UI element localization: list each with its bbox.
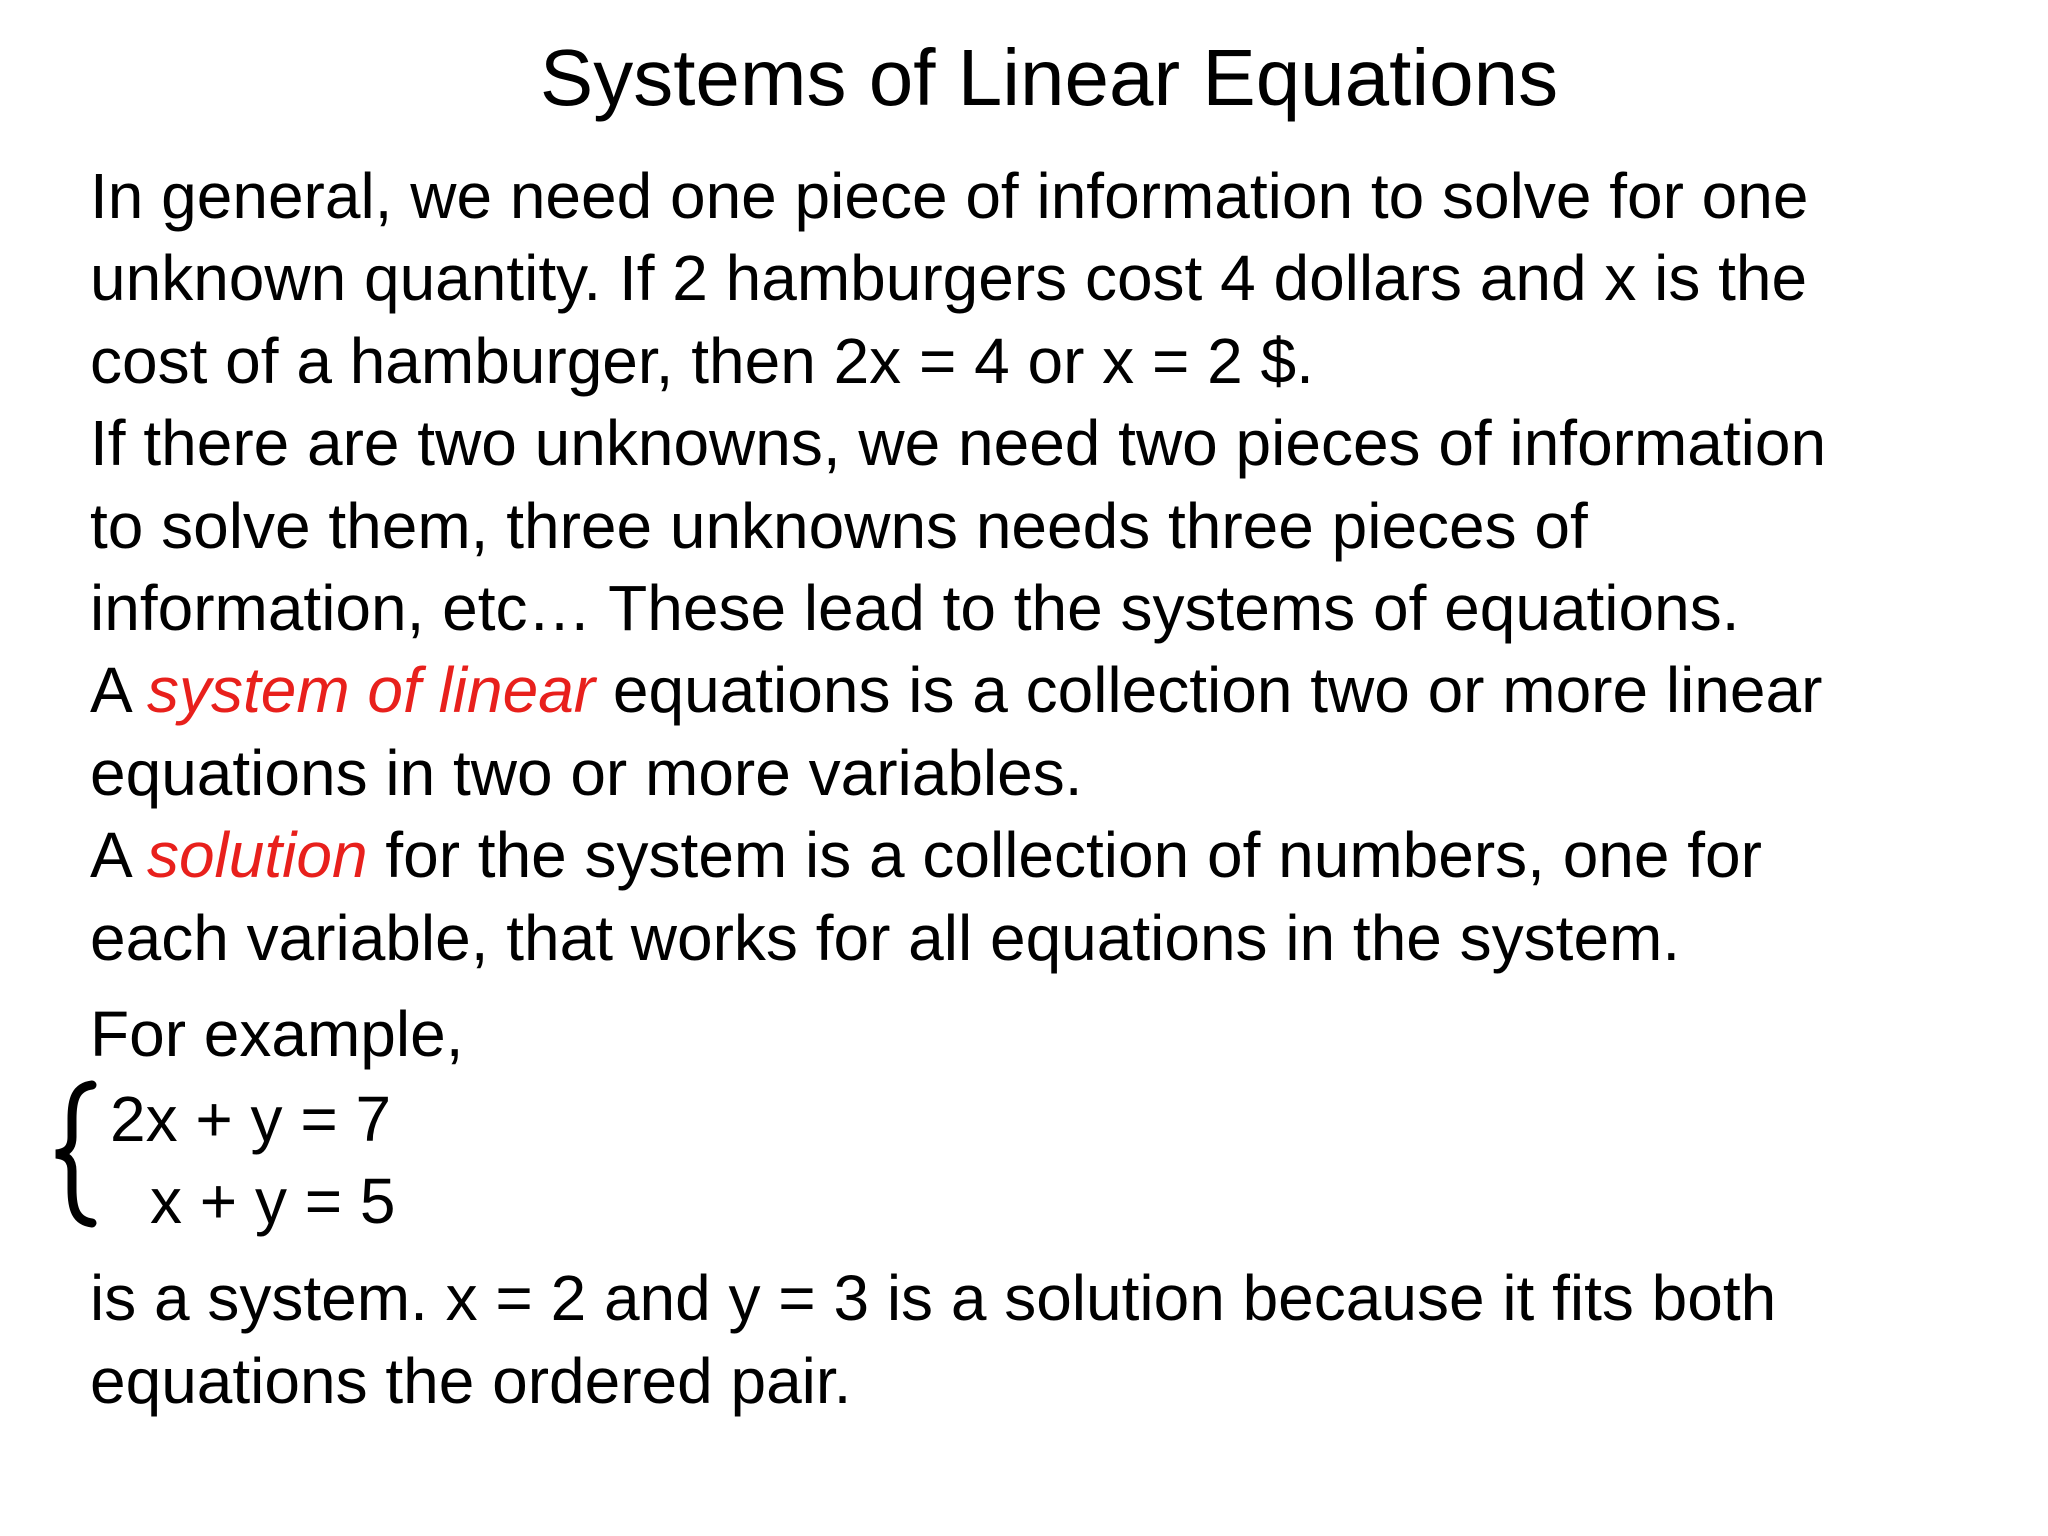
equation-1: 2x + y = 7 [110, 1083, 392, 1156]
paragraph-line: If there are two unknowns, we need two pieces of information [90, 407, 1827, 480]
paragraph-line: In general, we need one piece of information to solve for one [90, 160, 1809, 232]
definition-rest: for the system is a collection of numbers, one for [367, 819, 1762, 892]
slide-body [90, 155, 2010, 1422]
conclusion-line: equations the ordered pair. [90, 1344, 852, 1417]
term-system-of-linear: system of linear [146, 654, 596, 727]
term-solution: solution [146, 819, 368, 892]
definition-prefix: A [90, 819, 147, 892]
equation-system [90, 1079, 2010, 1249]
definition-rest: equations is a collection two or more linear [595, 654, 1823, 727]
definition-solution-line [90, 814, 2010, 896]
paragraph-line: each variable, that works for all equations in the system. [90, 901, 1681, 974]
definition-prefix: A [90, 654, 147, 727]
conclusion-line: is a system. x = 2 and y = 3 is a solution because it fits both [90, 1262, 1777, 1335]
definition-system-line [90, 649, 2010, 731]
example-label: For example, [90, 997, 464, 1070]
equation-2: x + y = 5 [150, 1165, 396, 1238]
paragraph-line: information, etc… These lead to the systems of equations. [90, 571, 1740, 644]
paragraph-line: to solve them, three unknowns needs three pieces of [90, 489, 1588, 562]
paragraph-line: equations in two or more variables. [90, 736, 1083, 809]
curly-brace-icon [48, 1079, 104, 1229]
paragraph-line: cost of a hamburger, then 2x = 4 or x = 2 $. [90, 324, 1314, 397]
paragraph-line: unknown quantity. If 2 hamburgers cost 4 dollars and x is the [90, 242, 1808, 315]
slide-title: Systems of Linear Equations [539, 33, 1559, 122]
